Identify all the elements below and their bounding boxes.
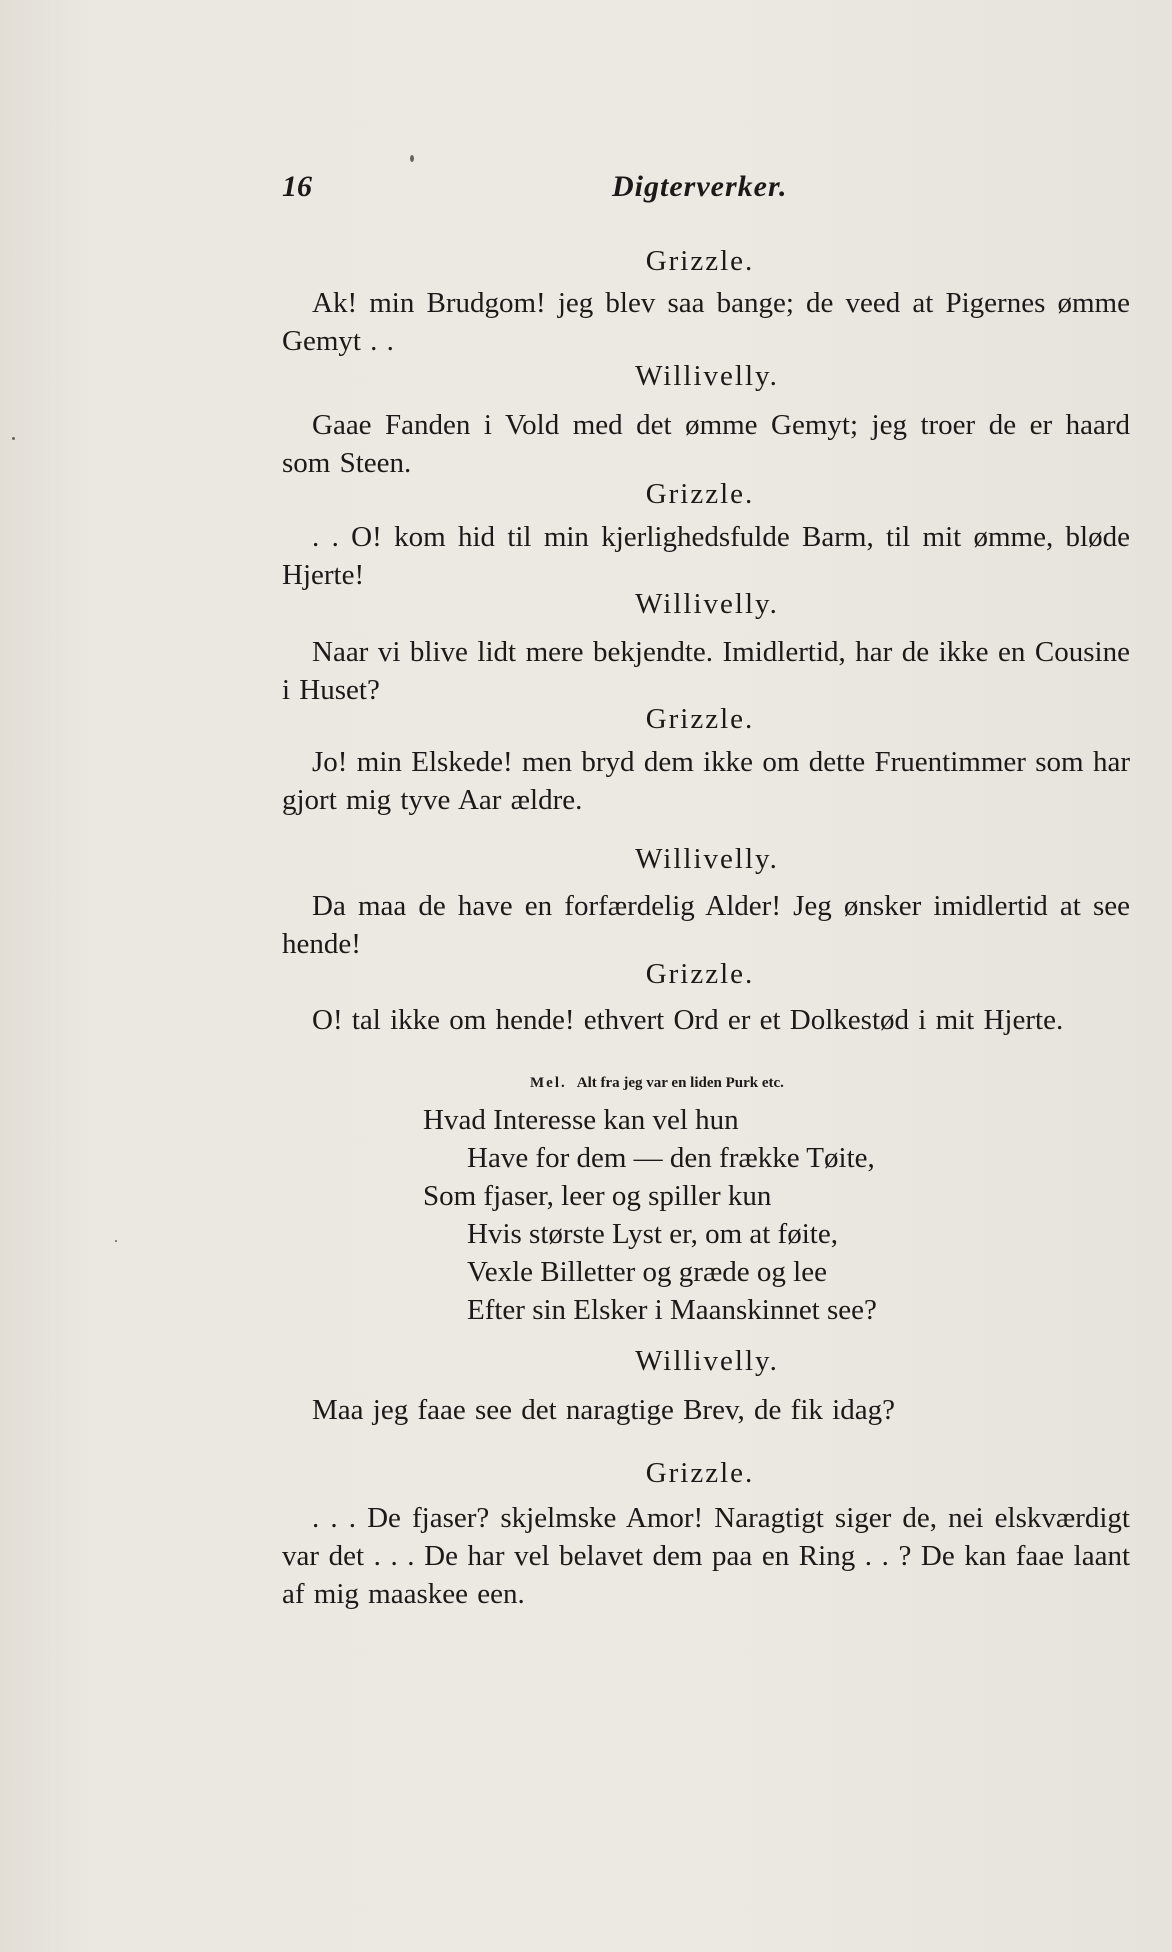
ink-speck [410,155,414,162]
dialogue-text: Gaae Fanden i Vold med det ømme Gemyt; jeg troer de er haard som Steen. [282,409,1130,479]
dialogue-text: Maa jeg faae see det naragtige Brev, de fik idag? [312,1394,895,1426]
speaker-name: Grizzle. [645,958,755,990]
speaker-name: Willivelly. [635,843,779,875]
verse-line: Efter sin Elsker i Maanskinnet see? [467,1294,877,1326]
dialogue-text: . . . De fjaser? skjelmske Amor! Naragtigt siger de, nei elskværdigt var det . . . De har vel belavet dem paa en Ring . . ? De kan faae laant af mig maaskee een. [282,1502,1130,1610]
speaker-name: Grizzle. [645,245,755,277]
speaker-name: Willivelly. [635,360,779,392]
dialogue-text: Jo! min Elskede! men bryd dem ikke om dette Fruentimmer som har gjort mig tyve Aar ældre. [282,746,1130,816]
melody-note [530,1075,784,1092]
dialogue-text: Ak! min Brudgom! jeg blev saa bange; de veed at Pigernes ømme Gemyt . . [282,287,1130,357]
running-title: Digterverker. [612,170,788,203]
verse-line: Hvis største Lyst er, om at føite, [467,1218,838,1250]
verse-line: Vexle Billetter og græde og lee [467,1256,827,1288]
dialogue-text: O! tal ikke om hende! ethvert Ord er et Dolkestød i mit Hjerte. [312,1004,1064,1036]
speaker-name: Willivelly. [635,1345,779,1377]
speaker-name: Willivelly. [635,588,779,620]
dialogue-text: . . O! kom hid til min kjerlighedsfulde Barm, til mit ømme, bløde Hjerte! [282,521,1130,591]
verse-line: Som fjaser, leer og spiller kun [423,1180,772,1212]
page-number: 16 [282,170,312,203]
dialogue-text: Naar vi blive lidt mere bekjendte. Imidlertid, har de ikke en Cousine i Huset? [282,636,1130,706]
melody-label: Mel. [530,1075,567,1091]
ink-speck [12,437,15,440]
speaker-name: Grizzle. [645,1457,755,1489]
dialogue-text: Da maa de have en forfærdelig Alder! Jeg ønsker imidlertid at see hende! [282,890,1130,960]
speaker-name: Grizzle. [645,703,755,735]
verse-line: Have for dem — den frække Tøite, [467,1142,875,1174]
melody-text: Alt fra jeg var en liden Purk etc. [576,1075,784,1091]
verse-line: Hvad Interesse kan vel hun [423,1104,739,1136]
speaker-name: Grizzle. [645,478,755,510]
page-header [282,170,1132,210]
ink-speck [115,1240,117,1242]
